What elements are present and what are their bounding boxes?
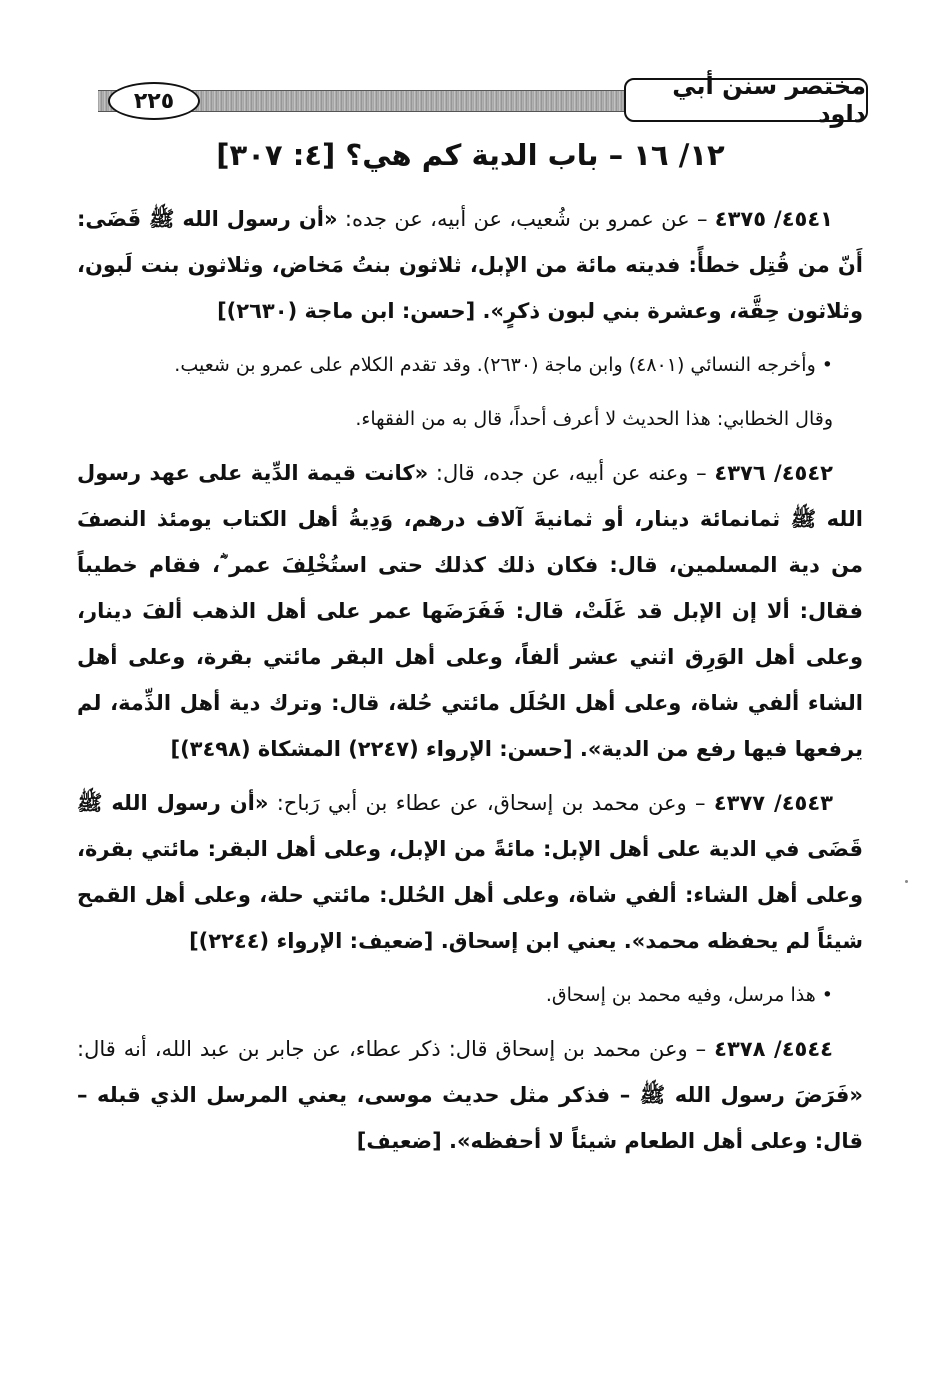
page-body	[77, 196, 863, 1172]
hadith-number: ٤٥٤٤/ ٤٣٧٨	[714, 1037, 833, 1061]
hadith-4544	[77, 1026, 863, 1164]
hadith-number: ٤٥٤٢/ ٤٣٧٦	[714, 461, 833, 485]
hadith-chain: – وعن محمد بن إسحاق، عن عطاء بن أبي رَباح:	[268, 791, 714, 815]
hadith-4541	[77, 196, 863, 334]
scan-speck	[905, 880, 908, 883]
book-title: مختصر سنن أبي داود	[624, 78, 868, 122]
commentary-note: • هذا مرسل، وفيه محمد بن إسحاق.	[545, 984, 833, 1006]
chapter-title: ١٢/ ١٦ – باب الدية كم هي؟ [٤: ٣٠٧]	[216, 138, 725, 172]
hadith-number: ٤٥٤١/ ٤٣٧٥	[714, 207, 834, 231]
hadith-4542	[77, 450, 863, 772]
hadith-number: ٤٥٤٣/ ٤٣٧٧	[713, 791, 834, 815]
page-header	[98, 72, 868, 128]
hadith-chain: – عن عمرو بن شُعيب، عن أبيه، عن جده:	[337, 207, 715, 231]
commentary-note: وقال الخطابي: هذا الحديث لا أعرف أحداً، قال به من الفقهاء.	[355, 408, 833, 430]
commentary-note: • وأخرجه النسائي (٤٨٠١) وابن ماجة (٢٦٣٠). وقد تقدم الكلام على عمرو بن شعيب.	[174, 354, 833, 376]
hadith-chain: – وعنه عن أبيه، عن جده، قال:	[428, 461, 715, 485]
hadith-4543	[77, 780, 863, 964]
page-number: ٢٢٥	[108, 82, 200, 120]
hadith-text: «أن رسول الله ﷺ قَضَى في الدية على أهل الإبل: مائةً من الإبل، وعلى أهل البقر: مائتي بقرة، وعلى أهل الشاء: ألفي شاة، وعلى أهل الحُلل: مائتي حلة، وعلى أهل القمح شيئاً لم يحفظه محمد». يعني ابن إسحاق. [ضعيف: الإرواء (٢٢٤٤)]	[77, 791, 863, 953]
hadith-text: «فَرَضَ رسول الله ﷺ – فذكر مثل حديث موسى، يعني المرسل الذي قبله – قال: وعلى أهل الطعام شيئاً لا أحفظه». [ضعيف]	[77, 1083, 863, 1153]
hadith-chain: – وعن محمد بن إسحاق قال: ذكر عطاء، عن جابر بن عبد الله، أنه قال:	[77, 1037, 715, 1061]
hadith-text: «كانت قيمة الدِّية على عهد رسول الله ﷺ ثمانمائة دينار، أو ثمانيةَ آلاف درهم، وَدِيةُ أهل الكتاب يومئذ النصفَ من دية المسلمين، قال: فكان ذلك كذلك حتى استُخْلِفَ عمر ؓ، فقام خطيباً فقال: ألا إن الإبل قد غَلَتْ، قال: فَفَرَضَها عمر على أهل الذهب ألفَ دينار، وعلى أهل الوَرِق اثني عشر ألفاً، وعلى أهل البقر مائتي بقرة، وعلى أهل الشاء ألفي شاة، وعلى أهل الحُلَل مائتي حُلة، قال: وترك دية أهل الذِّمة، لم يرفعها فيها رفع من الدية». [حسن: الإرواء (٢٢٤٧) المشكاة (٣٤٩٨)]	[77, 461, 863, 761]
hadith-text: «أن رسول الله ﷺ قَضَى: أَنّ من قُتِل خطأً: فديته مائة من الإبل، ثلاثون بنتُ مَخاض، وثلاثون بنت لَبون، وثلاثون حِقَّة، وعشرة بني لبون ذكرٍ». [حسن: ابن ماجة (٢٦٣٠)]	[77, 207, 863, 323]
